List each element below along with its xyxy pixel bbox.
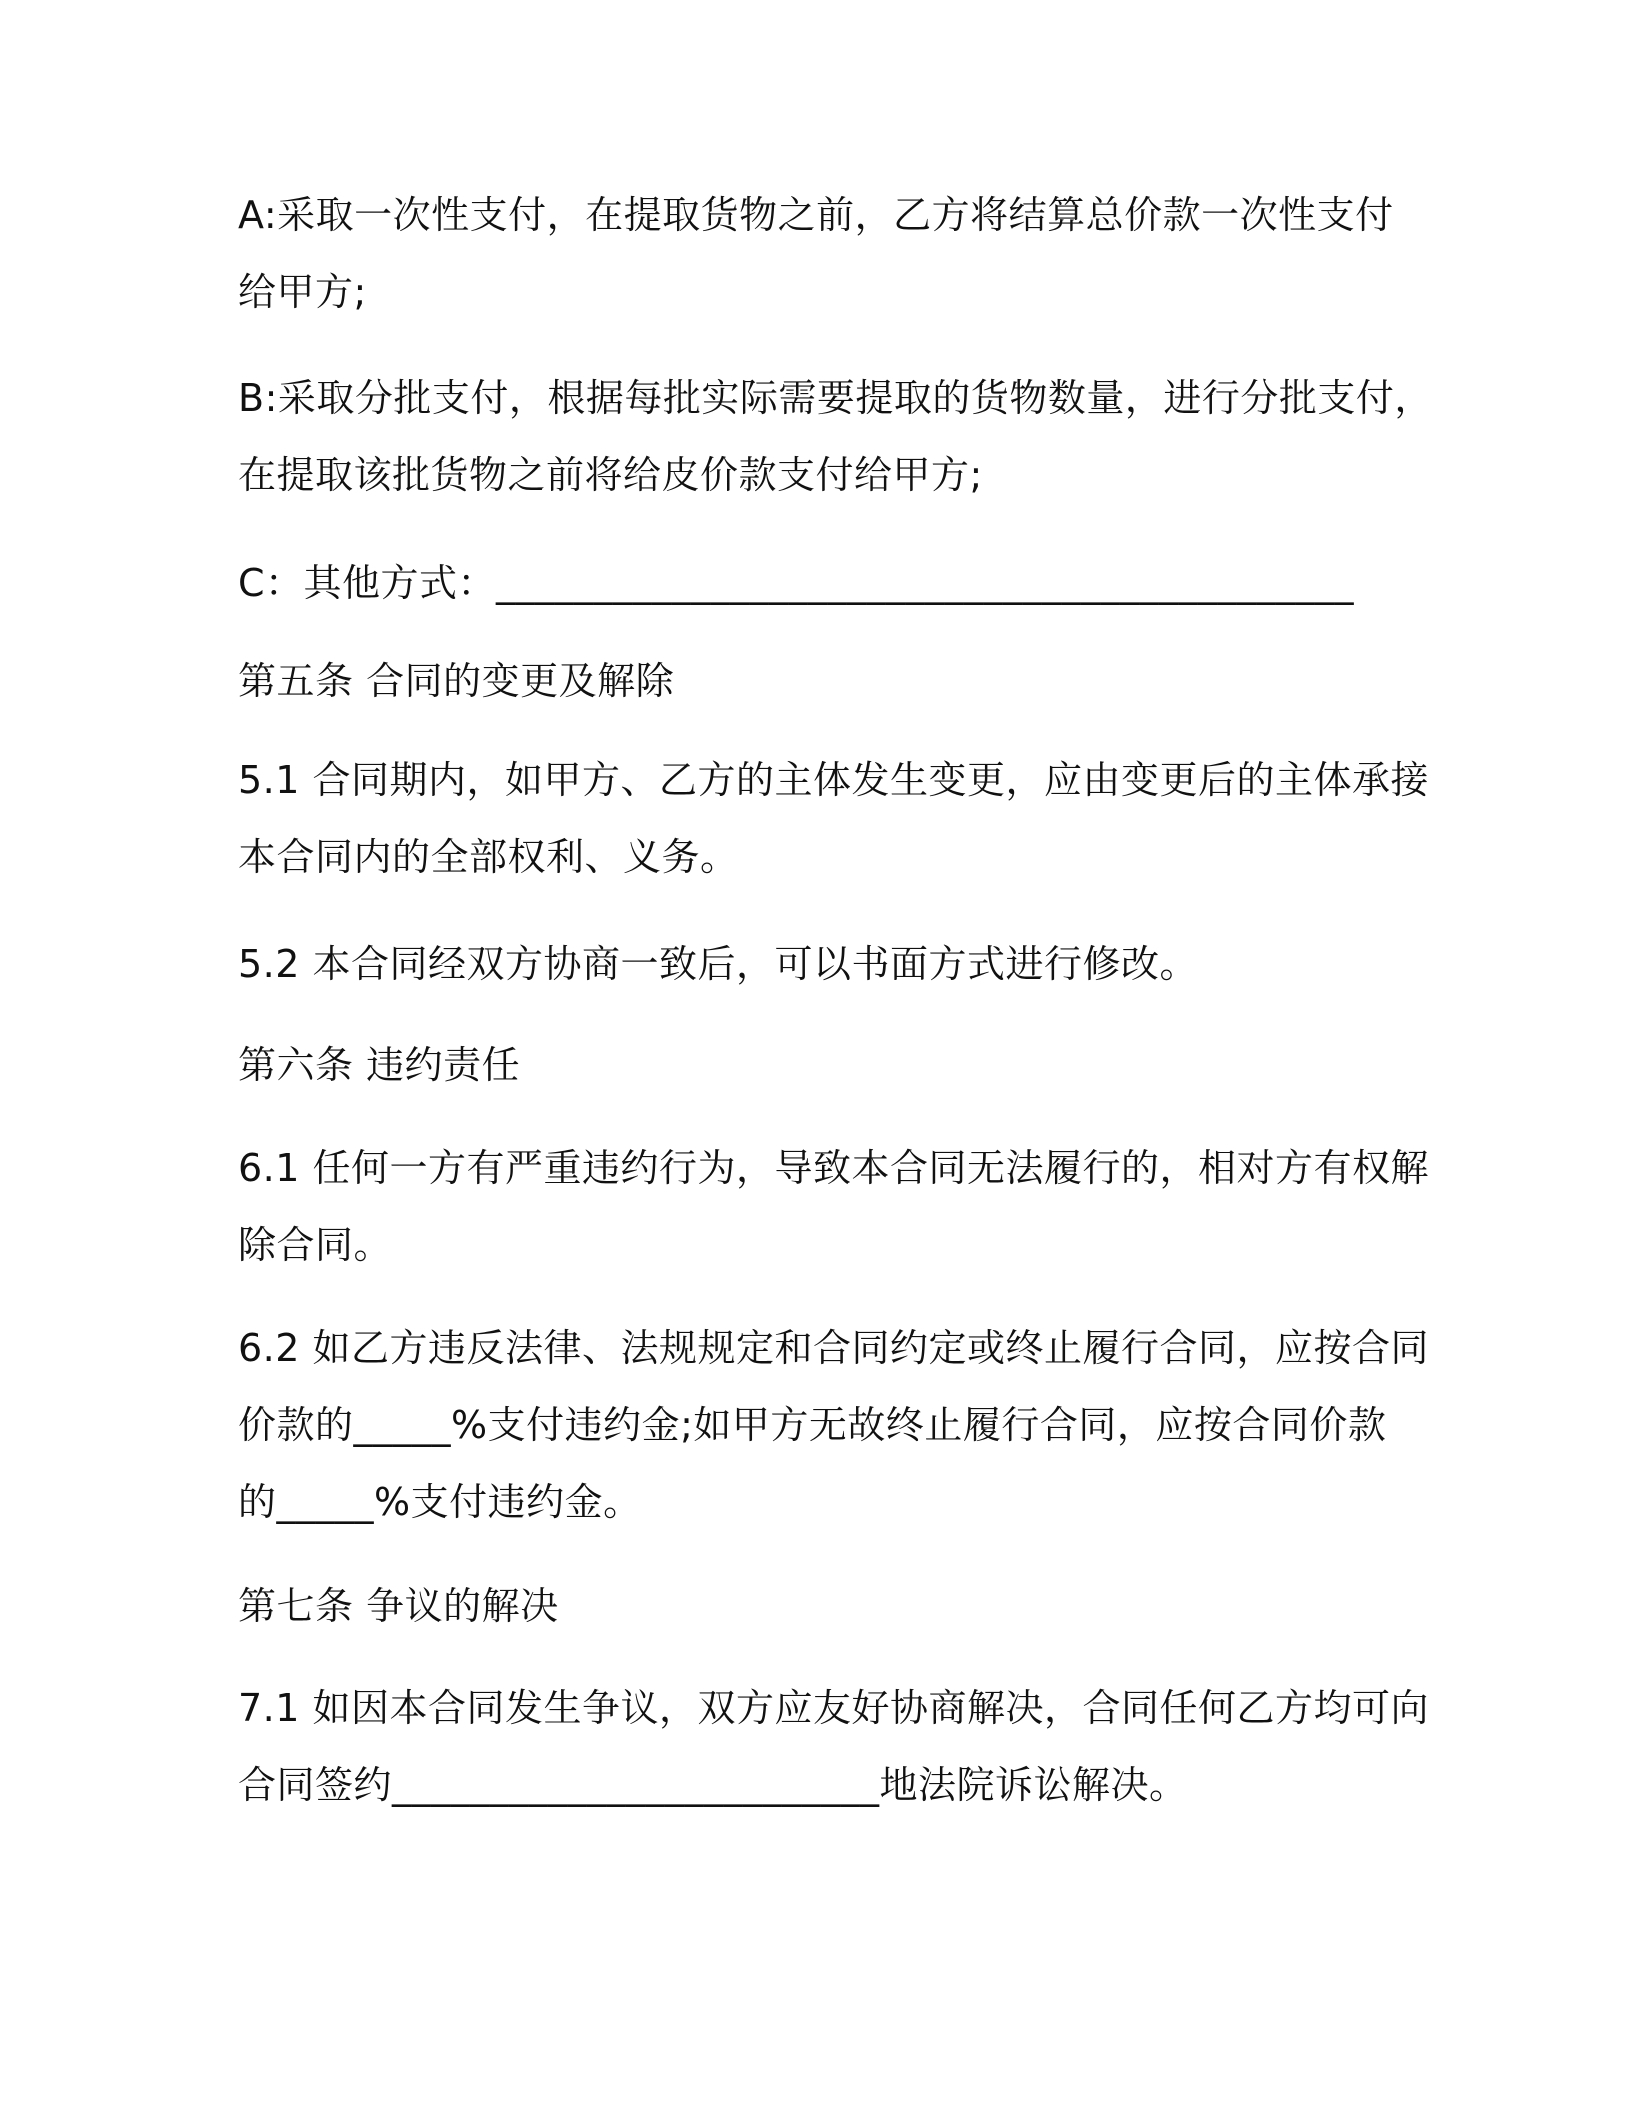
text-line: C：其他方式：____________________________________________ [238,561,1355,605]
text-line: 除合同。 [238,1223,393,1267]
text-line: 本合同内的全部权利、义务。 [238,835,739,879]
clause-5-1 [238,742,1430,896]
text-line: 价款的_____%支付违约金;如甲方无故终止履行合同，应按合同价款 [238,1403,1387,1447]
text-line: 在提取该批货物之前将给皮价款支付给甲方; [238,453,983,497]
clause-7-1 [238,1670,1430,1824]
article-5-heading [238,643,1418,720]
text-line: 7.1 如因本合同发生争议，双方应友好协商解决，合同任何乙方均可向 [238,1686,1430,1730]
payment-option-a [238,177,1418,331]
clause-5-2 [238,926,1418,1003]
text-line: 5.1 合同期内，如甲方、乙方的主体发生变更，应由变更后的主体承接 [238,758,1430,802]
text-line: A:采取一次性支付，在提取货物之前，乙方将结算总价款一次性支付 [238,193,1394,237]
payment-option-c [238,545,1418,622]
payment-option-b [238,360,1433,514]
text-line: 6.2 如乙方违反法律、法规规定和合同约定或终止履行合同，应按合同 [238,1326,1430,1370]
text-line: 5.2 本合同经双方协商一致后，可以书面方式进行修改。 [238,942,1199,986]
heading-text: 第七条 争议的解决 [238,1584,559,1628]
heading-text: 第五条 合同的变更及解除 [238,659,675,703]
clause-6-1 [238,1130,1430,1284]
article-7-heading [238,1568,1418,1645]
text-line: B:采取分批支付，根据每批实际需要提取的货物数量，进行分批支付， [238,376,1433,420]
text-line: 6.1 任何一方有严重违约行为，导致本合同无法履行的，相对方有权解 [238,1146,1430,1190]
clause-6-2 [238,1310,1430,1541]
text-line: 给甲方; [238,270,367,314]
text-line: 合同签约_________________________地法院诉讼解决。 [238,1763,1188,1807]
article-6-heading [238,1027,1418,1104]
heading-text: 第六条 违约责任 [238,1043,521,1087]
text-line: 的_____%支付违约金。 [238,1480,642,1524]
